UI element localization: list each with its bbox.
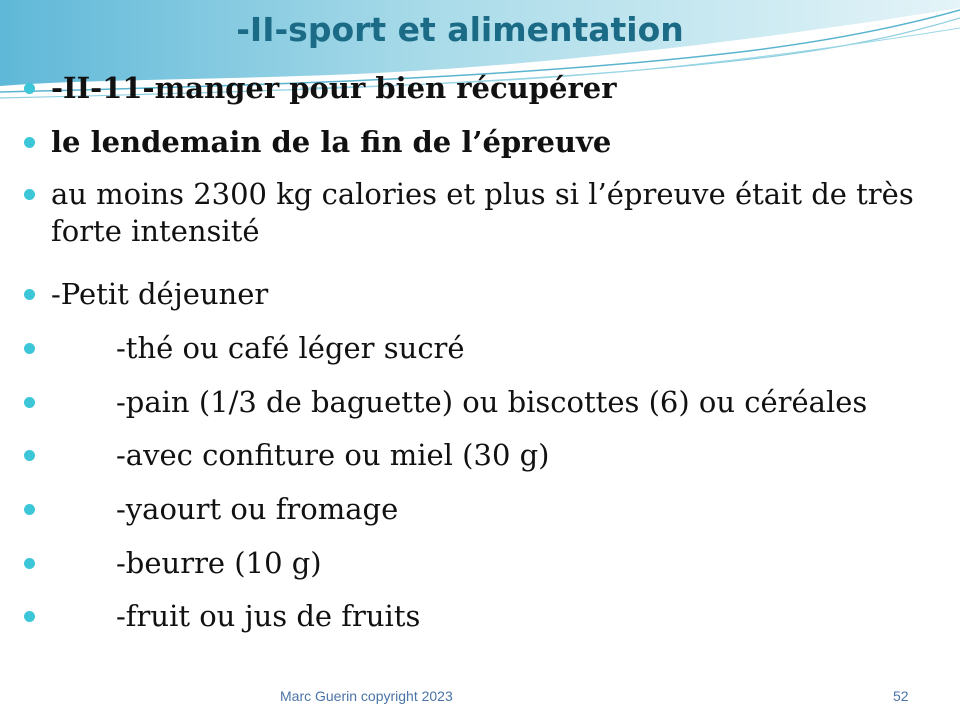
bullet-dot-icon bbox=[24, 343, 35, 354]
footer-copyright: Marc Guerin copyright 2023 bbox=[280, 688, 453, 704]
bullet-text: -Petit déjeuner bbox=[51, 277, 269, 311]
bullet-dot-icon bbox=[24, 189, 35, 200]
bullet-text: -yaourt ou fromage bbox=[116, 492, 399, 526]
bullet-dot-icon bbox=[24, 83, 35, 94]
bullet-text: le lendemain de la fin de l’épreuve bbox=[51, 125, 612, 159]
bullet-dot-icon bbox=[24, 558, 35, 569]
bullet-dot-icon bbox=[24, 450, 35, 461]
bullet-text: -II-11-manger pour bien récupérer bbox=[51, 71, 617, 105]
bullet-text: au moins 2300 kg calories et plus si l’épreuve était de très forte intensité bbox=[51, 177, 914, 248]
bullet-text: -beurre (10 g) bbox=[116, 546, 322, 580]
bullet-text: -pain (1/3 de baguette) ou biscottes (6) ou céréales bbox=[116, 385, 868, 419]
bullet-dot-icon bbox=[24, 611, 35, 622]
page-number: 52 bbox=[893, 688, 909, 704]
slide-title: -II-sport et alimentation bbox=[236, 10, 684, 49]
bullet-dot-icon bbox=[24, 504, 35, 515]
bullet-dot-icon bbox=[24, 137, 35, 148]
bullet-text: -fruit ou jus de fruits bbox=[116, 599, 421, 633]
bullet-text: -avec confiture ou miel (30 g) bbox=[116, 438, 550, 472]
bullet-text: -thé ou café léger sucré bbox=[116, 331, 465, 365]
bullet-dot-icon bbox=[24, 289, 35, 300]
bullet-dot-icon bbox=[24, 397, 35, 408]
